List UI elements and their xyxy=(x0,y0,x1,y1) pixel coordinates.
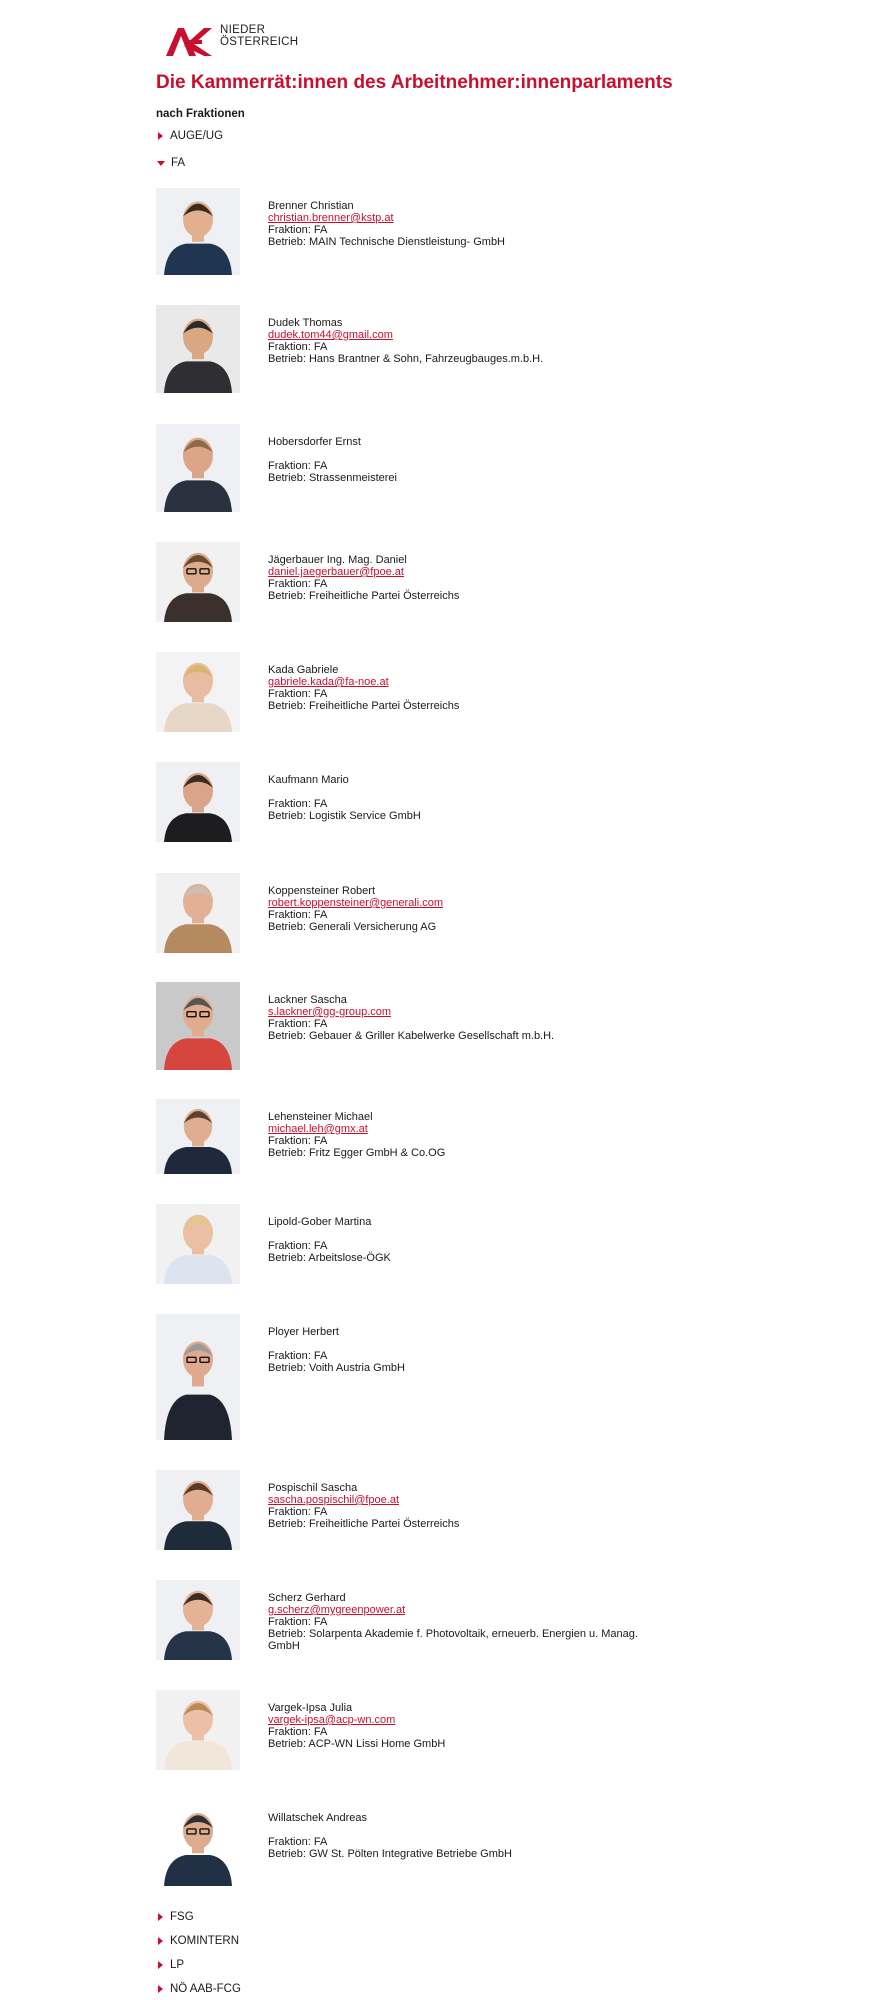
member-info xyxy=(268,554,658,602)
member-faction: Fraktion: FA xyxy=(268,341,328,353)
member-info xyxy=(268,1482,658,1530)
member-email-line xyxy=(268,1494,658,1506)
member-info xyxy=(268,1592,658,1652)
member-name: Dudek Thomas xyxy=(268,317,343,329)
member-email-line xyxy=(268,329,658,341)
member-info xyxy=(268,436,658,484)
faction-toggle-lp[interactable] xyxy=(156,1959,184,1971)
member-name: Lehensteiner Michael xyxy=(268,1111,373,1123)
member-photo xyxy=(156,1470,240,1550)
member-email-link[interactable]: christian.brenner@kstp.at xyxy=(268,212,394,224)
portrait-image xyxy=(156,1204,240,1284)
faction-label: FSG xyxy=(170,1911,194,1923)
section-subheading: nach Fraktionen xyxy=(156,108,245,120)
member-name: Willatschek Andreas xyxy=(268,1812,368,1824)
member-email-line xyxy=(268,1123,658,1135)
member-photo xyxy=(156,762,240,842)
member-employer: Betrieb: Freiheitliche Partei Österreichs xyxy=(268,590,460,602)
member-email-line xyxy=(268,1006,658,1018)
member-photo xyxy=(156,424,240,512)
member-faction: Fraktion: FA xyxy=(268,578,328,590)
member-email-link[interactable]: s.lackner@gg-group.com xyxy=(268,1006,392,1018)
triangle-right-icon xyxy=(158,1985,163,1993)
portrait-image xyxy=(156,1800,240,1886)
faction-label: AUGE/UG xyxy=(170,130,224,142)
member-photo xyxy=(156,1580,240,1660)
member-email-line xyxy=(268,1714,658,1726)
member-name: Pospischil Sascha xyxy=(268,1482,358,1494)
member-faction: Fraktion: FA xyxy=(268,688,328,700)
member-employer: Betrieb: Gebauer & Griller Kabelwerke Gesellschaft m.b.H. xyxy=(268,1030,555,1042)
logo-wordmark xyxy=(220,24,298,48)
member-photo xyxy=(156,188,240,275)
member-name: Hobersdorfer Ernst xyxy=(268,436,361,448)
ak-logo-icon xyxy=(164,22,220,58)
page-title: Die Kammerrät:innen des Arbeitnehmer:innenparlaments xyxy=(156,72,673,93)
member-employer: Betrieb: Logistik Service GmbH xyxy=(268,810,421,822)
member-email-line xyxy=(268,676,658,688)
member-info xyxy=(268,664,658,712)
member-faction: Fraktion: FA xyxy=(268,1726,328,1738)
portrait-image xyxy=(156,982,240,1070)
faction-label: FA xyxy=(171,157,186,169)
member-employer: Betrieb: Freiheitliche Partei Österreichs xyxy=(268,700,460,712)
member-email-line xyxy=(268,1338,658,1350)
member-photo xyxy=(156,1314,240,1440)
member-faction: Fraktion: FA xyxy=(268,798,328,810)
member-employer: Betrieb: Fritz Egger GmbH & Co.OG xyxy=(268,1147,446,1159)
member-employer: Betrieb: Strassenmeisterei xyxy=(268,472,397,484)
member-faction: Fraktion: FA xyxy=(268,1240,328,1252)
member-photo xyxy=(156,873,240,953)
portrait-image xyxy=(156,188,240,275)
member-photo xyxy=(156,982,240,1070)
member-email-link[interactable]: gabriele.kada@fa-noe.at xyxy=(268,676,389,688)
portrait-image xyxy=(156,652,240,732)
member-faction: Fraktion: FA xyxy=(268,1350,328,1362)
member-name: Vargek-Ipsa Julia xyxy=(268,1702,353,1714)
faction-label: NÖ AAB-FCG xyxy=(170,1983,241,1995)
triangle-right-icon xyxy=(158,1961,163,1969)
member-email-link[interactable]: vargek-ipsa@acp-wn.com xyxy=(268,1714,396,1726)
faction-label: KOMINTERN xyxy=(170,1935,239,1947)
member-faction: Fraktion: FA xyxy=(268,1616,328,1628)
member-email-line xyxy=(268,786,658,798)
member-name: Scherz Gerhard xyxy=(268,1592,346,1604)
member-email-link[interactable]: g.scherz@mygreenpower.at xyxy=(268,1604,406,1616)
member-email-link[interactable]: michael.leh@gmx.at xyxy=(268,1123,368,1135)
faction-toggle-fa[interactable] xyxy=(156,157,185,169)
member-info xyxy=(268,774,658,822)
member-info xyxy=(268,1111,658,1159)
triangle-right-icon xyxy=(158,132,163,140)
member-email-line xyxy=(268,448,658,460)
member-photo xyxy=(156,542,240,622)
member-photo xyxy=(156,305,240,393)
member-employer: Betrieb: Solarpenta Akademie f. Photovoltaik, erneuerb. Energien u. Manag. GmbH xyxy=(268,1628,638,1652)
member-email-line xyxy=(268,566,658,578)
ak-logo[interactable] xyxy=(164,22,304,62)
member-name: Kaufmann Mario xyxy=(268,774,349,786)
triangle-right-icon xyxy=(158,1937,163,1945)
faction-toggle-noe-aab-fcg[interactable] xyxy=(156,1983,241,1995)
member-faction: Fraktion: FA xyxy=(268,460,328,472)
member-email-line xyxy=(268,897,658,909)
member-employer: Betrieb: ACP-WN Lissi Home GmbH xyxy=(268,1738,446,1750)
member-photo xyxy=(156,1690,240,1770)
member-employer: Betrieb: Generali Versicherung AG xyxy=(268,921,437,933)
member-faction: Fraktion: FA xyxy=(268,224,328,236)
portrait-image xyxy=(156,1099,240,1174)
portrait-image xyxy=(156,1314,240,1440)
member-employer: Betrieb: Voith Austria GmbH xyxy=(268,1362,405,1374)
member-info xyxy=(268,1702,658,1750)
member-email-link[interactable]: robert.koppensteiner@generali.com xyxy=(268,897,444,909)
member-email-line xyxy=(268,1228,658,1240)
member-name: Kada Gabriele xyxy=(268,664,339,676)
member-faction: Fraktion: FA xyxy=(268,1836,328,1848)
member-faction: Fraktion: FA xyxy=(268,1018,328,1030)
faction-label: LP xyxy=(170,1959,185,1971)
member-email-line xyxy=(268,212,658,224)
member-photo xyxy=(156,652,240,732)
member-info xyxy=(268,1812,658,1860)
member-photo xyxy=(156,1099,240,1174)
portrait-image xyxy=(156,424,240,512)
member-name: Koppensteiner Robert xyxy=(268,885,376,897)
faction-toggle-auge-ug[interactable] xyxy=(156,130,223,142)
portrait-image xyxy=(156,542,240,622)
portrait-image xyxy=(156,1690,240,1770)
logo-line-2: ÖSTERREICH xyxy=(220,36,299,48)
member-info xyxy=(268,317,658,365)
member-faction: Fraktion: FA xyxy=(268,909,328,921)
member-faction: Fraktion: FA xyxy=(268,1135,328,1147)
member-employer: Betrieb: GW St. Pölten Integrative Betriebe GmbH xyxy=(268,1848,512,1860)
member-photo xyxy=(156,1800,240,1886)
member-email-link[interactable]: daniel.jaegerbauer@fpoe.at xyxy=(268,566,404,578)
faction-toggle-komintern[interactable] xyxy=(156,1935,239,1947)
member-info xyxy=(268,1216,658,1264)
portrait-image xyxy=(156,1580,240,1660)
member-info xyxy=(268,1326,658,1374)
triangle-down-icon xyxy=(157,161,165,166)
member-photo xyxy=(156,1204,240,1284)
member-employer: Betrieb: MAIN Technische Dienstleistung- GmbH xyxy=(268,236,506,248)
member-name: Jägerbauer Ing. Mag. Daniel xyxy=(268,554,407,566)
member-info xyxy=(268,885,658,933)
member-name: Lipold-Gober Martina xyxy=(268,1216,372,1228)
member-email-link[interactable]: sascha.pospischil@fpoe.at xyxy=(268,1494,400,1506)
member-employer: Betrieb: Freiheitliche Partei Österreichs xyxy=(268,1518,460,1530)
logo-line-1: NIEDER xyxy=(220,24,266,36)
portrait-image xyxy=(156,762,240,842)
member-faction: Fraktion: FA xyxy=(268,1506,328,1518)
member-info xyxy=(268,994,658,1042)
member-name: Brenner Christian xyxy=(268,200,354,212)
member-info xyxy=(268,200,658,248)
portrait-image xyxy=(156,873,240,953)
member-email-line xyxy=(268,1604,658,1616)
faction-toggle-fsg[interactable] xyxy=(156,1911,194,1923)
triangle-right-icon xyxy=(158,1913,163,1921)
portrait-image xyxy=(156,305,240,393)
member-name: Ployer Herbert xyxy=(268,1326,339,1338)
member-employer: Betrieb: Hans Brantner & Sohn, Fahrzeugbauges.m.b.H. xyxy=(268,353,544,365)
member-email-link[interactable]: dudek.tom44@gmail.com xyxy=(268,329,393,341)
member-name: Lackner Sascha xyxy=(268,994,347,1006)
member-email-line xyxy=(268,1824,658,1836)
member-employer: Betrieb: Arbeitslose-ÖGK xyxy=(268,1252,391,1264)
portrait-image xyxy=(156,1470,240,1550)
